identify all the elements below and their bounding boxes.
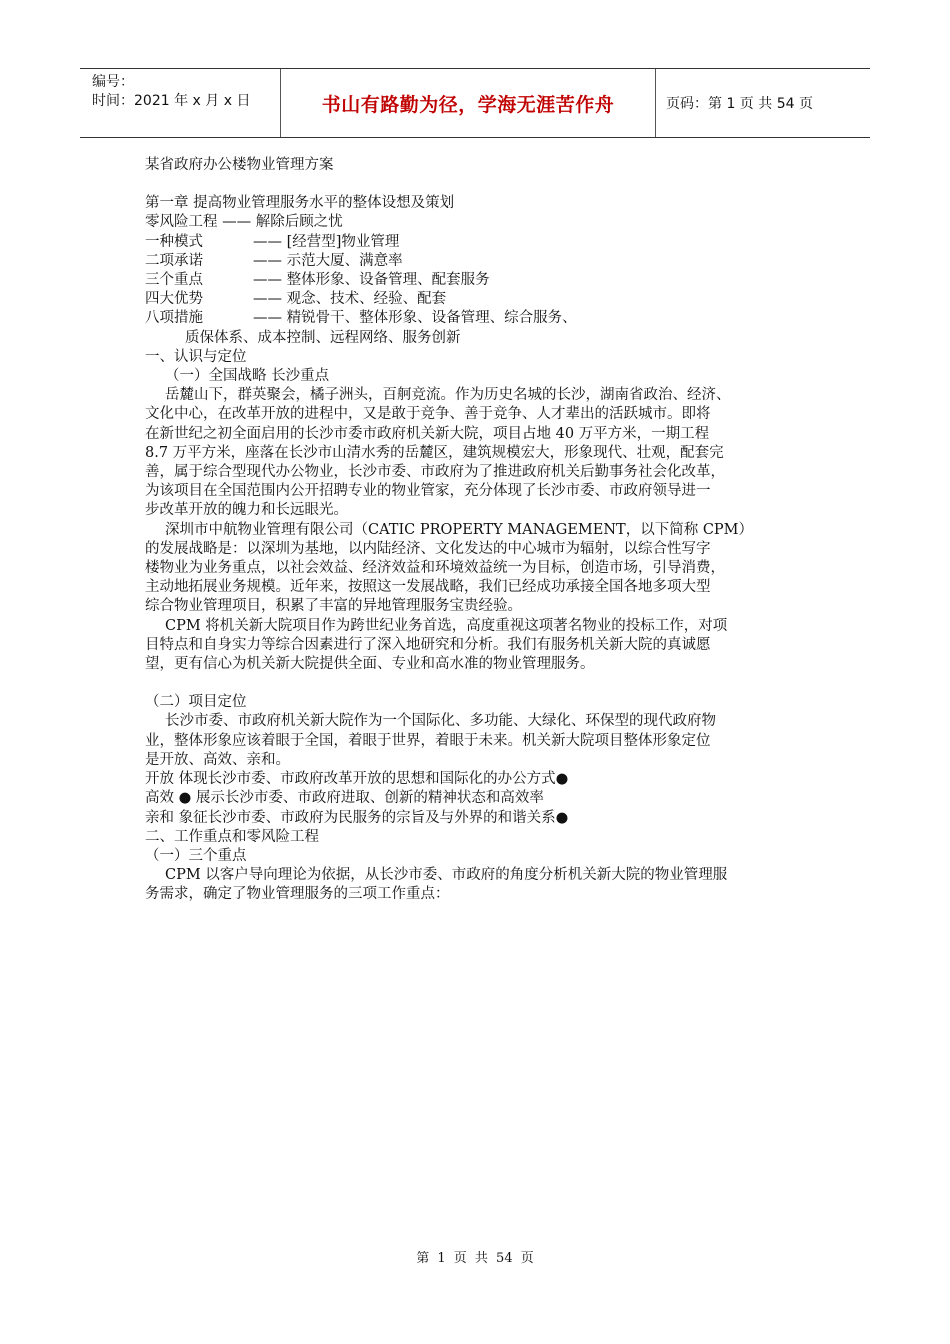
- list-item: 一种模式 —— [经营型]物业管理: [145, 233, 400, 250]
- document-body: [145, 156, 825, 905]
- strategy-list: [145, 233, 825, 348]
- bullet-item: 亲和 象征长沙市委、市政府为民服务的宗旨及与外界的和谐关系●: [145, 809, 569, 826]
- doc-title: 某省政府办公楼物业管理方案: [145, 157, 334, 173]
- motto: 书山有路勤为径，学海无涯苦作舟: [281, 69, 656, 137]
- bullet-item: 高效 ● 展示长沙市委、市政府进取、创新的精神状态和高效率: [145, 790, 544, 807]
- paragraph: 深圳市中航物业管理有限公司（CATIC PROPERTY MANAGEMENT，以下简称 CPM） 的发展战略是：以深圳为基地，以内陆经济、文化发达的中心城市为辐射，以综合性写字 楼物业为业务重点，以社会效益、经济效益和环境效益统一为目标，创造市场，引导消费， 主动地拓展业务规模。近年来，按照这一发展战略，我们已经成功承接全国各地多项大型 综合物业管理项目，积累了丰富的异地管理服务宝贵经验。: [145, 521, 754, 615]
- list-item: 八项措施 —— 精锐骨干、整体形象、设备管理、综合服务、: [145, 310, 577, 327]
- section-heading: 一、认识与定位: [145, 348, 247, 365]
- paragraph: 岳麓山下，群英聚会，橘子洲头，百舸竞流。作为历史名城的长沙，湖南省政治、经济、 文化中心，在改革开放的进程中，又是敢于竞争、善于竞争、人才辈出的活跃城市。即将 在新世纪之初全面启用的长沙市委市政府机关新大院，项目占地 40 万平方米，一期工程 8.7 万平方米，座落在长沙市山清水秀的岳麓区，建筑规模宏大，形象现代、壮观，配套完 善，属于综合型现代办公物业，长沙市委、市政府为了推进政府机关后勤事务社会化改革， 为该项目在全国范围内公开招聘专业的物业管家，充分体现了长沙市委、市政府领导进一 步改革开放的魄力和长远眼光。: [145, 387, 731, 519]
- list-item: 二项承诺 —— 示范大厦、满意率: [145, 252, 403, 269]
- list-item: 三个重点 —— 整体形象、设备管理、配套服务: [145, 272, 490, 289]
- zero-risk-heading: 零风险工程 —— 解除后顾之忧: [145, 214, 343, 231]
- page-header: [80, 68, 870, 138]
- page-info: 页码：第 1 页 共 54 页: [666, 96, 813, 112]
- subsection-heading: （一）三个重点: [145, 847, 247, 864]
- paragraph: CPM 将机关新大院项目作为跨世纪业务首选，高度重视这项著名物业的投标工作，对项 目特点和自身实力等综合因素进行了深入地研究和分析。我们有服务机关新大院的真诚愿 望，更有信心为机关新大院提供全面、专业和高水准的物业管理服务。: [145, 617, 728, 673]
- subsection-heading: （一）全国战略 长沙重点: [165, 368, 330, 385]
- chapter-heading: 第一章 提高物业管理服务水平的整体设想及策划: [145, 195, 455, 212]
- positioning-bullets: [145, 770, 825, 828]
- subsection-heading: （二）项目定位: [145, 694, 247, 711]
- list-item: 四大优势 —— 观念、技术、经验、配套: [145, 291, 447, 308]
- number-label: 编号：: [92, 74, 134, 90]
- paragraph: CPM 以客户导向理论为依据，从长沙市委、市政府的角度分析机关新大院的物业管理服 务需求，确定了物业管理服务的三项工作重点：: [145, 867, 728, 903]
- section-heading: 二、工作重点和零风险工程: [145, 828, 319, 845]
- list-item-continuation: 质保体系、成本控制、远程网络、服务创新: [185, 329, 461, 346]
- bullet-item: 开放 体现长沙市委、市政府改革开放的思想和国际化的办公方式●: [145, 771, 569, 788]
- time-label: 时间：2021 年 x 月 x 日: [92, 93, 251, 109]
- paragraph: 长沙市委、市政府机关新大院作为一个国际化、多功能、大绿化、环保型的现代政府物 业，整体形象应该着眼于全国，着眼于世界，着眼于未来。机关新大院项目整体形象定位 是开放、高效、亲和。: [145, 713, 716, 768]
- header-meta: [80, 69, 281, 137]
- page-footer: 第 1 页 共 54 页: [416, 1251, 534, 1266]
